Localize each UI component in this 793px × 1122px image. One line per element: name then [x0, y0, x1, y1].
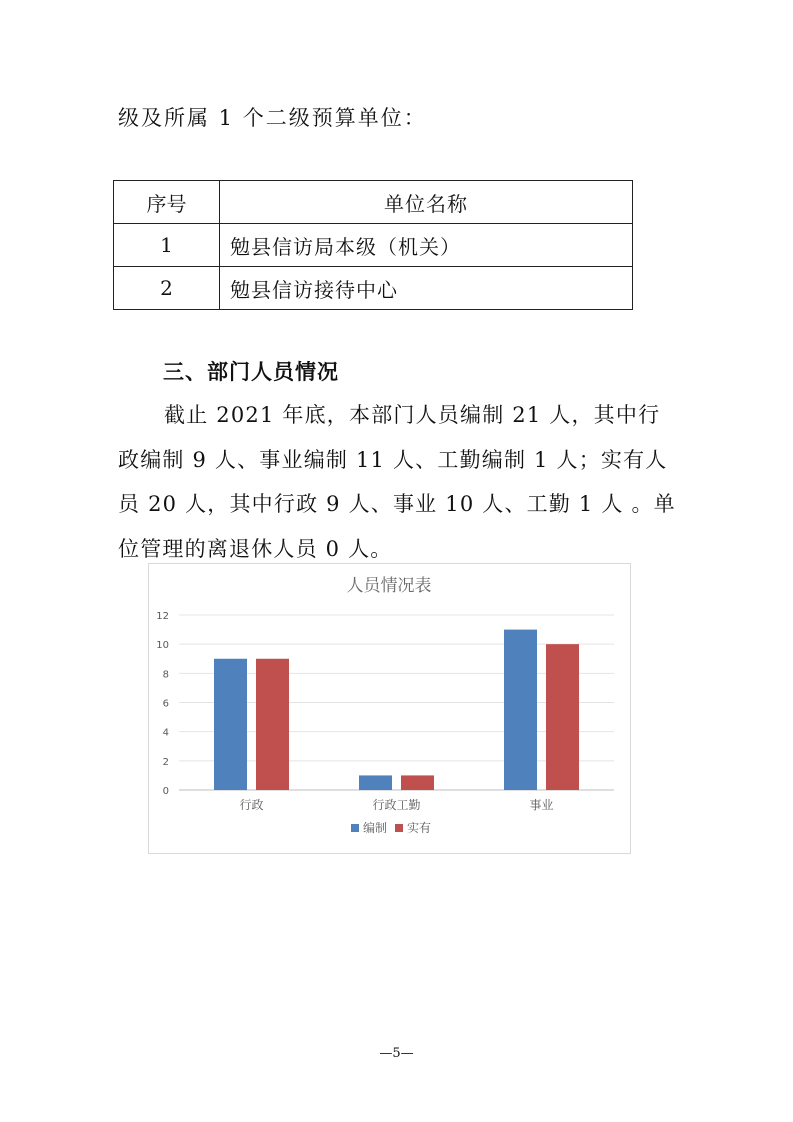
bar-编制-事业	[504, 630, 537, 790]
y-tick-label: 12	[156, 611, 169, 622]
row-index: 1	[114, 224, 220, 267]
y-tick-label: 4	[162, 727, 169, 739]
table-row	[114, 224, 633, 267]
y-tick-label: 0	[162, 786, 169, 797]
table-row	[114, 267, 633, 310]
section-title: 三、部门人员情况	[163, 360, 339, 384]
bar-实有-事业	[546, 644, 579, 790]
legend-swatch-编制	[351, 824, 359, 832]
x-tick-label: 行政工勤	[372, 798, 421, 812]
chart-title: 人员情况表	[346, 576, 432, 596]
row-unit-name: 勉县信访局本级（机关）	[220, 224, 633, 267]
chart-svg	[149, 564, 630, 853]
bar-编制-行政	[214, 659, 247, 790]
bar-编制-行政工勤	[359, 775, 392, 790]
header-unit-name: 单位名称	[220, 181, 633, 224]
table-header-row	[114, 181, 633, 224]
staff-chart	[148, 563, 631, 854]
y-tick-label: 8	[162, 669, 169, 681]
legend-label-编制: 编制	[363, 821, 388, 835]
x-tick-label: 行政	[239, 798, 264, 812]
row-unit-name: 勉县信访接待中心	[220, 267, 633, 310]
y-tick-label: 10	[156, 640, 169, 652]
bar-实有-行政工勤	[401, 775, 434, 790]
bar-实有-行政	[256, 659, 289, 790]
row-index: 2	[114, 267, 220, 310]
staff-paragraph: 截止 2021 年底，本部门人员编制 21 人，其中行政编制 9 人、事业编制 11 人、工勤编制 1 人；实有人员 20 人，其中行政 9 人、事业 10 人、工勤 1 人 。单位管理的离退休人员 0 人。	[118, 403, 676, 561]
intro-line: 级及所属 1 个二级预算单位：	[118, 106, 427, 130]
y-tick-label: 6	[162, 698, 169, 710]
x-tick-label: 事业	[529, 798, 554, 812]
page-number: —5—	[379, 1046, 414, 1061]
y-tick-label: 2	[162, 756, 169, 768]
header-index: 序号	[114, 181, 220, 224]
legend-swatch-实有	[395, 824, 403, 832]
legend-label-实有: 实有	[407, 821, 432, 835]
unit-table	[113, 180, 633, 310]
